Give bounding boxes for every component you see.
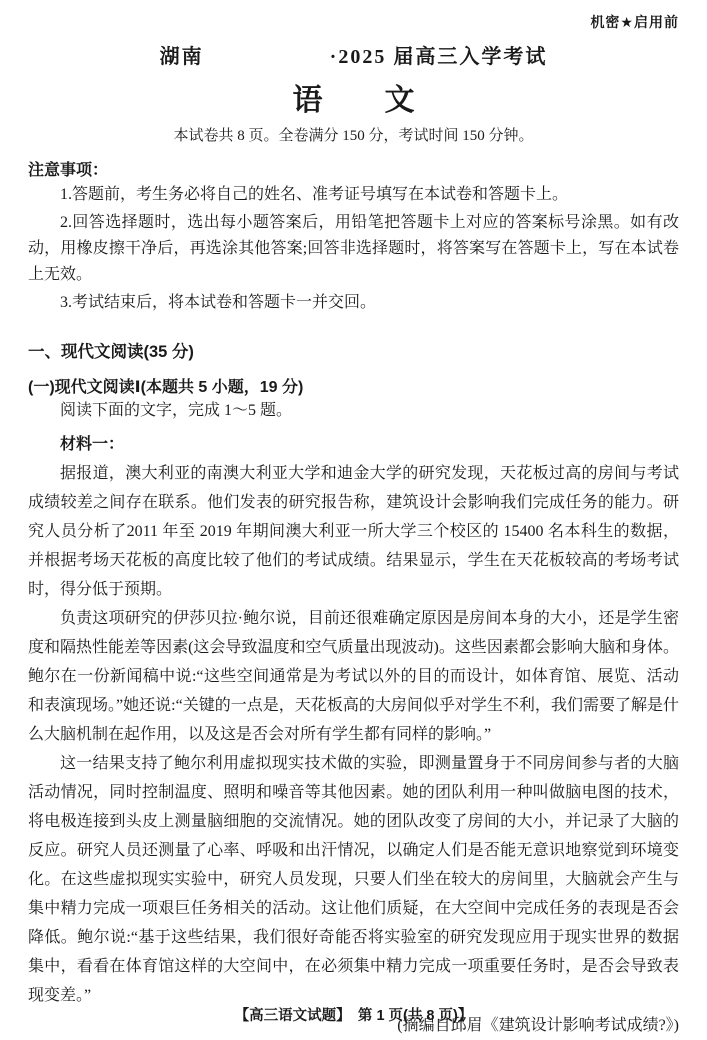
notice-item-3: 3.考试结束后，将本试卷和答题卡一并交回。 xyxy=(60,294,377,311)
section-1-sub-heading: (一)现代文阅读Ⅰ(本题共 5 小题，19 分) xyxy=(28,379,304,396)
material-1-label: 材料一： xyxy=(60,436,125,453)
source-attribution: (摘编自邱眉《建筑设计影响考试成绩?》) xyxy=(397,1017,679,1034)
material-paragraph-1: 据报道，澳大利亚的南澳大利亚大学和迪金大学的研究发现，天花板过高的房间与考试成绩较差之间存在联系。他们发表的研究报告称，建筑设计会影响我们完成任务的能力。研究人员分析了2011 年至 2019 年期间澳大利亚一所大学三个校区的 15400 名本科生的数据，并根据考场天花板的高度比较了他们的考试成绩。结果显示，学生在天花板较高的考场考试时，得分低于预期。 xyxy=(28,465,679,598)
exam-title xyxy=(28,40,679,69)
notice-item-2: 2.回答选择题时，选出每小题答案后，用铅笔把答题卡上对应的答案标号涂黑。如有改动，用橡皮擦干净后，再选涂其他答案;回答非选择题时，将答案写在答题卡上，写在本试卷上无效。 xyxy=(28,214,679,283)
page-footer: 【高三语文试题】 第 1 页(共 8 页)】 xyxy=(234,1008,473,1024)
notice-section xyxy=(28,157,679,316)
confidential-marking: 机密★启用前 xyxy=(590,14,679,30)
notice-item-1: 1.答题前，考生务必将自己的姓名、准考证号填写在本试卷和答题卡上。 xyxy=(60,186,569,203)
paper-info: 本试卷共 8 页。全卷满分 150 分，考试时间 150 分钟。 xyxy=(173,128,534,144)
material-1-text xyxy=(28,459,679,1010)
material-paragraph-2: 负责这项研究的伊莎贝拉·鲍尔说，目前还很难确定原因是房间本身的大小，还是学生密度和隔热性能差等因素(这会导致温度和空气质量出现波动)。这些因素都会影响大脑和身体。鲍尔在一份新闻稿中说:“这些空间通常是为考试以外的目的而设计，如体育馆、展览、活动和表演现场。”她还说:“关键的一点是，天花板高的大房间似乎对学生不利，我们需要了解是什么大脑机制在起作用，以及这是否会对所有学生都有同样的影响。” xyxy=(28,610,679,743)
material-paragraph-3: 这一结果支持了鲍尔利用虚拟现实技术做的实验，即测量置身于不同房间参与者的大脑活动情况，同时控制温度、照明和噪音等其他因素。她的团队利用一种叫做脑电图的技术，将电极连接到头皮上测量脑细胞的交流情况。她的团队改变了房间的大小，并记录了大脑的反应。研究人员还测量了心率、呼吸和出汗情况，以确定人们是否能无意识地察觉到环境变化。在这些虚拟现实实验中，研究人员发现，只要人们坐在较大的房间里，大脑就会产生与集中精力完成一项艰巨任务相关的活动。这让他们质疑，在大空间中完成任务的表现是否会降低。鲍尔说:“基于这些结果，我们很好奇能否将实验室的研究发现应用于现实世界的数据集中，看看在体育馆这样的大空间中，在必须集中精力完成一项重要任务时，是否会导致表现变差。” xyxy=(28,755,679,1004)
reading-instruction: 阅读下面的文字，完成 1～5 题。 xyxy=(60,402,293,419)
exam-title-session: ·2025 届高三入学考试 xyxy=(329,46,548,68)
exam-title-region: 湖南 xyxy=(159,46,204,68)
section-1-heading: 一、现代文阅读(35 分) xyxy=(28,343,194,361)
subject-title: 语 文 xyxy=(292,84,431,117)
notice-heading: 注意事项： xyxy=(28,162,109,179)
